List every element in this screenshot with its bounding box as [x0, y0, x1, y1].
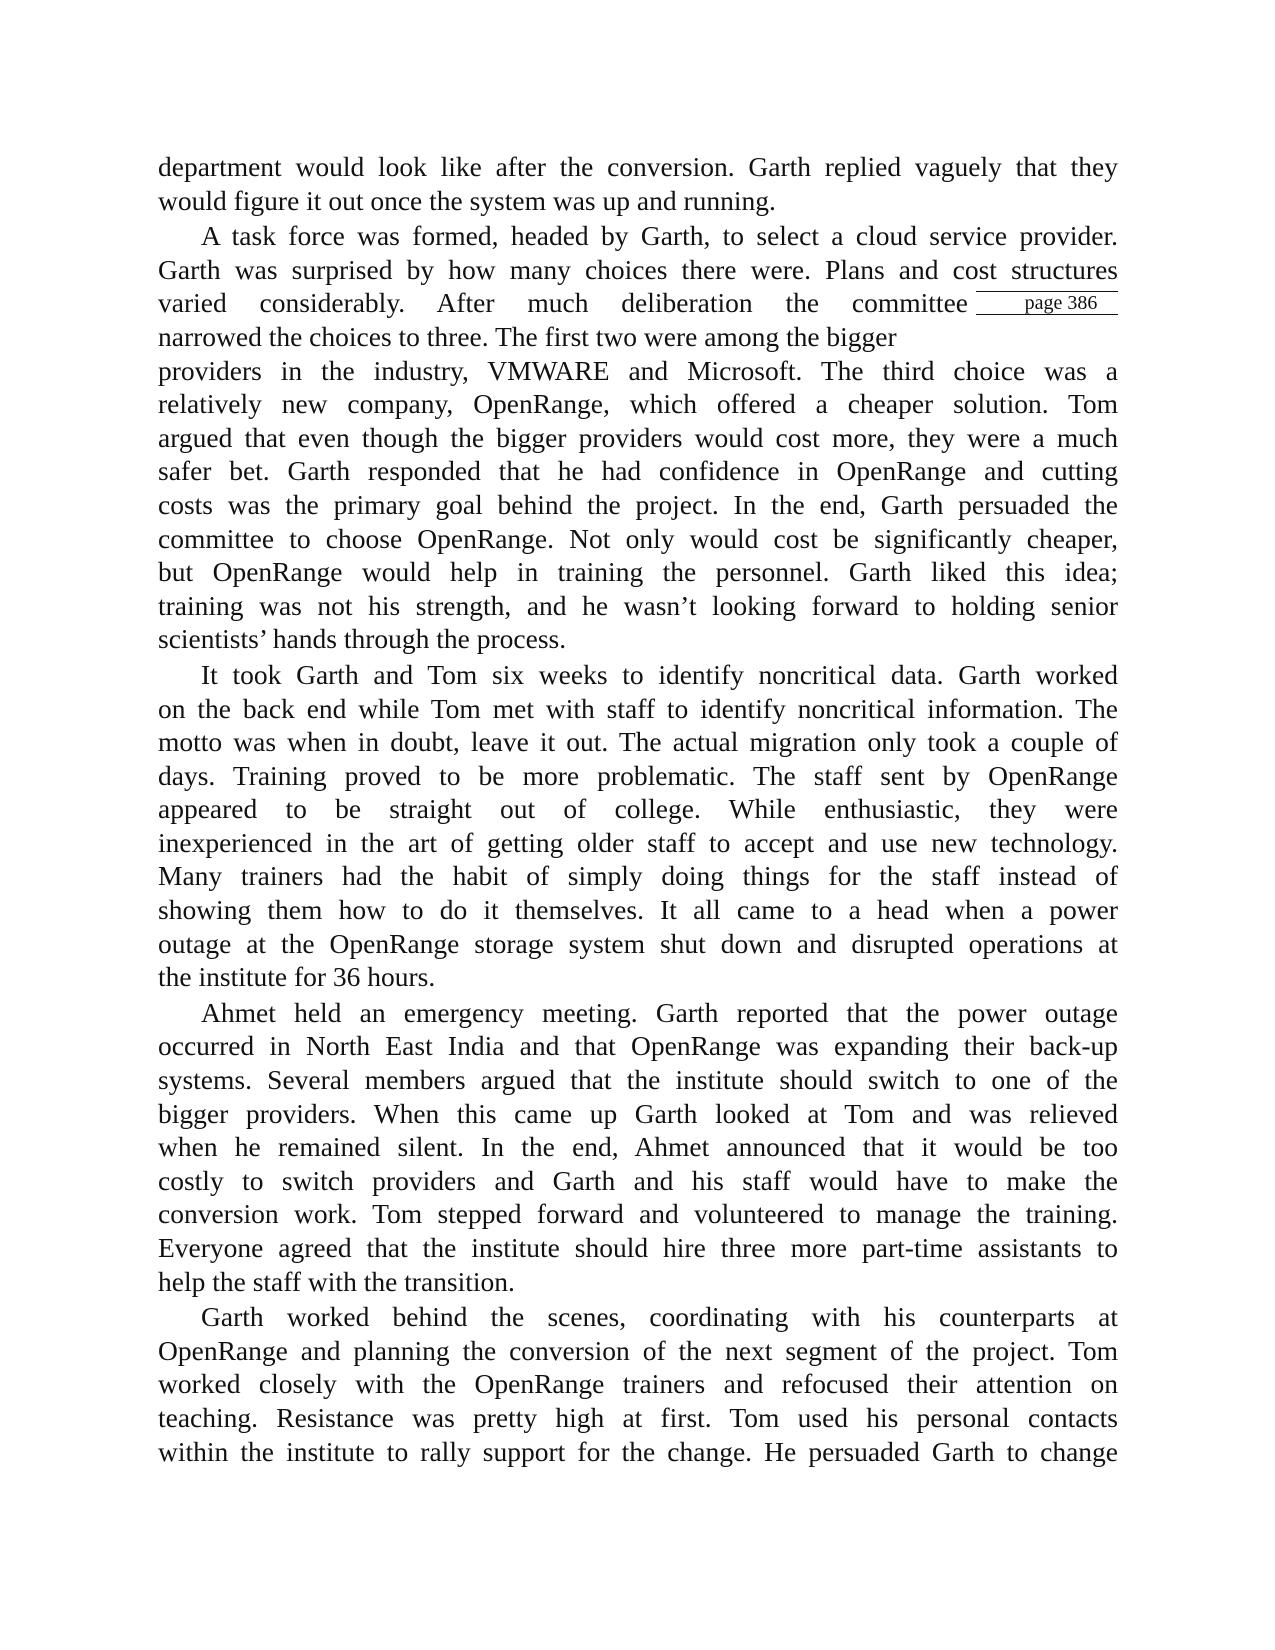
text-line: narrowed the choices to three. The first two were among the bigger — [158, 320, 897, 352]
text-line: argued that even though the bigger providers would cost more, they were a much — [158, 421, 1118, 453]
text-line: A task force was formed, headed by Garth, to select a cloud service provider. — [201, 220, 1118, 252]
text-line: motto was when in doubt, leave it out. The actual migration only took a couple of — [158, 726, 1118, 758]
paragraph-2 — [158, 219, 1118, 656]
text-line: Garth was surprised by how many choices there were. Plans and cost structures — [158, 253, 1118, 285]
text-line: providers in the industry, VMWARE and Microsoft. The third choice was a — [158, 354, 1118, 386]
text-line: varied considerably. After much deliberation the committee — [158, 287, 968, 319]
text-line: systems. Several members argued that the institute should switch to one of the — [158, 1064, 1118, 1096]
text-line: conversion work. Tom stepped forward and volunteered to manage the training. — [158, 1198, 1118, 1230]
text-line: occurred in North East India and that OpenRange was expanding their back-up — [158, 1030, 1118, 1062]
text-line: costly to switch providers and Garth and his staff would have to make the — [158, 1164, 1118, 1196]
text-line: OpenRange and planning the conversion of the next segment of the project. Tom — [158, 1334, 1118, 1366]
text-line: scientists’ hands through the process. — [158, 623, 567, 655]
text-line: Garth worked behind the scenes, coordinating with his counterparts at — [201, 1301, 1118, 1333]
text-line: Many trainers had the habit of simply doing things for the staff instead of — [158, 860, 1118, 892]
text-line: safer bet. Garth responded that he had confidence in OpenRange and cutting — [158, 455, 1118, 487]
text-line: would figure it out once the system was up and running. — [158, 184, 776, 216]
text-line: Ahmet held an emergency meeting. Garth reported that the power outage — [201, 996, 1118, 1028]
text-line: teaching. Resistance was pretty high at first. Tom used his personal contacts — [158, 1401, 1118, 1433]
text-line: help the staff with the transition. — [158, 1265, 515, 1297]
text-line: It took Garth and Tom six weeks to identify noncritical data. Garth worked — [201, 658, 1118, 690]
paragraph-1 — [158, 150, 1118, 217]
paragraph-5 — [158, 1300, 1118, 1468]
text-line: costs was the primary goal behind the project. In the end, Garth persuaded the — [158, 488, 1118, 520]
text-line: relatively new company, OpenRange, which offered a cheaper solution. Tom — [158, 388, 1118, 420]
text-line: appeared to be straight out of college. While enthusiastic, they were — [158, 793, 1118, 825]
text-line: showing them how to do it themselves. It all came to a head when a power — [158, 894, 1118, 926]
text-line: department would look like after the conversion. Garth replied vaguely that they — [158, 151, 1118, 182]
text-line: within the institute to rally support for the change. He persuaded Garth to change — [158, 1435, 1118, 1467]
text-line: outage at the OpenRange storage system shut down and disrupted operations at — [158, 927, 1118, 959]
text-line: training was not his strength, and he wasn’t looking forward to holding senior — [158, 589, 1118, 621]
marker-line-row — [158, 286, 1118, 320]
text-line: days. Training proved to be more problematic. The staff sent by OpenRange — [158, 759, 1118, 791]
text-line: on the back end while Tom met with staff to identify noncritical information. The — [158, 692, 1118, 724]
paragraph-4 — [158, 996, 1118, 1298]
text-line: Everyone agreed that the institute should hire three more part-time assistants to — [158, 1232, 1118, 1263]
text-line: when he remained silent. In the end, Ahmet announced that it would be too — [158, 1131, 1118, 1163]
text-line: but OpenRange would help in training the personnel. Garth liked this idea; — [158, 556, 1118, 588]
page-number-marker: page 386 — [976, 291, 1118, 315]
paragraph-3 — [158, 658, 1118, 994]
document-page — [158, 150, 1118, 1470]
text-line: bigger providers. When this came up Garth looked at Tom and was relieved — [158, 1097, 1118, 1129]
text-line: the institute for 36 hours. — [158, 961, 436, 993]
text-line: inexperienced in the art of getting older staff to accept and use new technology. — [158, 826, 1118, 858]
text-line: worked closely with the OpenRange trainers and refocused their attention on — [158, 1368, 1118, 1400]
text-line: committee to choose OpenRange. Not only would cost be significantly cheaper, — [158, 522, 1118, 554]
